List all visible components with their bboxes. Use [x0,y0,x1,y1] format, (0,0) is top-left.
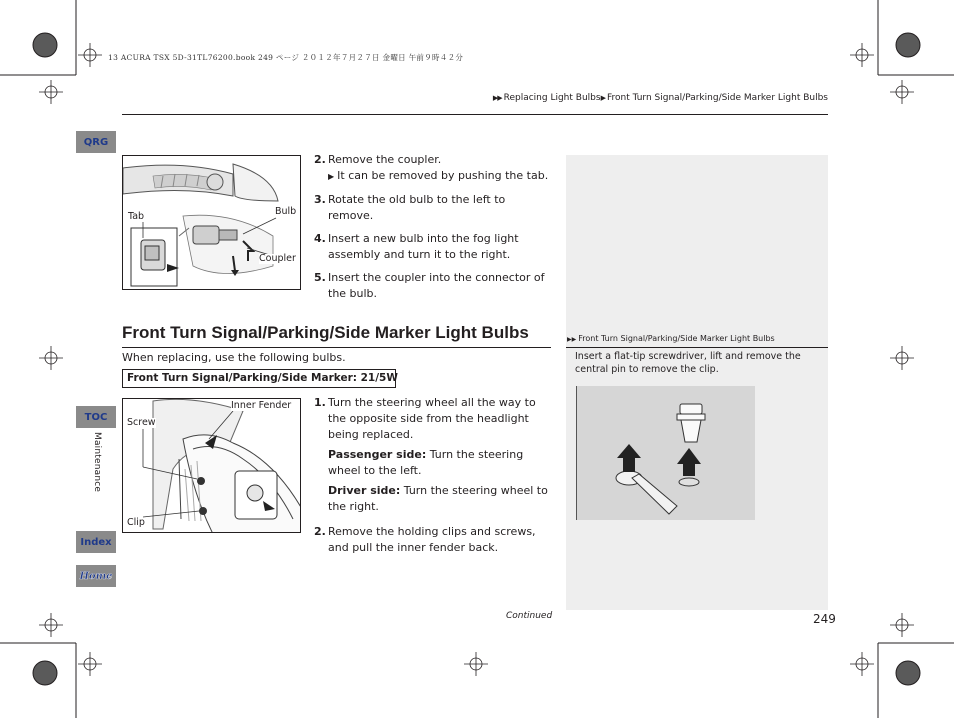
step-item [314,152,550,185]
step-number: 2. [314,525,326,538]
step-number: 1. [314,396,326,409]
breadcrumb-current: Front Turn Signal/Parking/Side Marker Light Bulbs [606,93,828,103]
step-item [314,524,550,556]
tab-label: Tab [128,211,145,222]
step-number: 4. [314,232,326,245]
side-panel-title [567,334,775,343]
passenger-side-label: Passenger side: [328,448,427,461]
coupler-label: Coupler [259,253,296,264]
clip-removal-illustration [577,386,756,520]
header-divider [122,114,828,115]
step-text: Rotate the old bulb to the left to remove. [328,193,506,222]
page-number: 249 [813,612,836,626]
clip-label: Clip [127,517,145,528]
bulb-label: Bulb [275,206,297,217]
step-text: Insert the coupler into the connector of the bulb. [328,271,545,300]
step-subnote [328,168,550,185]
index-tab[interactable]: Index [76,531,116,553]
continued-label: Continued [506,611,553,621]
fog-light-figure [122,155,301,290]
fog-light-steps [314,152,550,309]
breadcrumb [493,93,828,103]
step-item [314,270,550,302]
driver-side-text: Turn the steering wheel to the right. [328,484,548,513]
turn-signal-steps [314,395,550,563]
side-panel-title-text: Front Turn Signal/Parking/Side Marker Light Bulbs [578,334,775,343]
step-text: Remove the coupler. [328,153,442,166]
title-divider [122,347,551,348]
page-title: Front Turn Signal/Parking/Side Marker Light Bulbs [122,323,529,342]
step-text: Turn the steering wheel all the way to the opposite side from the headlight being replaced. [328,396,536,441]
side-panel-text: Insert a flat-tip screwdriver, lift and remove the central pin to remove the clip. [575,351,801,375]
driver-side-label: Driver side: [328,484,401,497]
clip-removal-figure [576,386,755,520]
screw-label: Screw [127,417,156,428]
step-item [314,192,550,224]
step-number: 5. [314,271,326,284]
passenger-side-text: Turn the steering wheel to the left. [328,448,524,477]
arrow-right-icon: ▶ [328,172,335,181]
print-header: 13 ACURA TSX 5D-31TL76200.book 249 ページ ２０１２年７月２７日 金曜日 午前９時４２分 [108,53,464,62]
step-text: Remove the holding clips and screws, and pull the inner fender back. [328,525,536,554]
passenger-side-note [328,447,550,479]
qrg-tab[interactable]: QRG [76,131,116,153]
driver-side-note [328,483,550,515]
toc-tab[interactable]: TOC [76,406,116,428]
step-item [314,395,550,517]
side-panel-divider [566,347,828,348]
step-number: 3. [314,193,326,206]
inner-fender-figure [122,398,301,533]
section-label-maintenance: Maintenance [92,432,102,493]
step-number: 2. [314,153,326,166]
fog-light-illustration [123,156,301,290]
step-item [314,231,550,263]
inner-fender-label: Inner Fender [231,400,292,411]
home-tab[interactable] [76,565,116,587]
home-tab-label: Home [79,570,113,582]
step-subnote-text: It can be removed by pushing the tab. [337,169,549,182]
breadcrumb-separator-icon: ▶ [600,94,605,102]
side-info-panel [566,155,828,610]
reference-icon: ▶▶ [567,336,577,343]
step-text: Insert a new bulb into the fog light assembly and turn it to the right. [328,232,519,261]
bulb-spec-box: Front Turn Signal/Parking/Side Marker: 21/5W [122,369,396,388]
intro-text: When replacing, use the following bulbs. [122,351,346,364]
breadcrumb-parent-link[interactable]: Replacing Light Bulbs [503,93,601,103]
breadcrumb-arrows-icon: ▶▶ [492,94,502,102]
